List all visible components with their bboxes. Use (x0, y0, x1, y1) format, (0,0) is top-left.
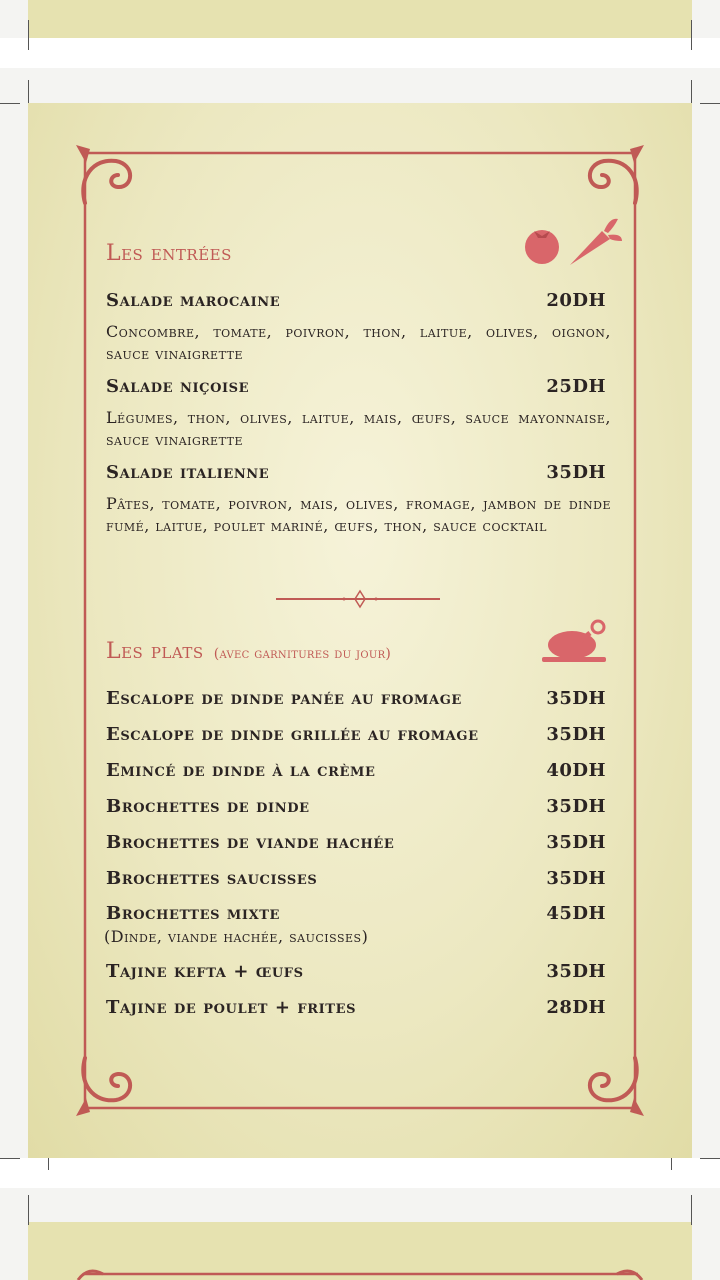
plat-price: 40DH (546, 760, 606, 781)
crop-mark (28, 1195, 29, 1225)
entree-name: Salade italienne (106, 462, 270, 483)
page-gap (0, 1158, 720, 1188)
previous-page-strip (28, 0, 692, 38)
plat-price: 35DH (546, 724, 606, 745)
plat-name: Brochettes mixte (106, 903, 281, 924)
plats-title-text: Les plats (106, 639, 204, 664)
crop-mark (700, 103, 720, 104)
plat-note: (Dinde, viande hachée, saucisses) (104, 927, 369, 946)
next-page-strip (28, 1222, 692, 1280)
plat-price: 35DH (546, 796, 606, 817)
plat-price: 28DH (546, 997, 606, 1018)
crop-mark (691, 1195, 692, 1225)
crop-mark (691, 20, 692, 50)
plat-price: 35DH (546, 961, 606, 982)
entree-name: Salade niçoise (106, 376, 250, 397)
plat-name: Emincé de dinde à la crème (106, 760, 376, 781)
crop-mark (28, 20, 29, 50)
entree-price: 25DH (546, 376, 606, 397)
plat-name: Brochettes de dinde (106, 796, 310, 817)
section-divider (276, 591, 440, 607)
crop-mark (0, 103, 20, 104)
plat-name: Tajine de poulet + frites (106, 997, 357, 1018)
plat-name: Escalope de dinde grillée au fromage (106, 724, 479, 745)
entree-name: Salade marocaine (106, 290, 281, 311)
plats-subtitle: (avec garnitures du jour) (213, 646, 392, 662)
crop-mark (700, 1158, 720, 1159)
plat-name: Brochettes saucisses (106, 868, 318, 889)
entree-price: 20DH (546, 290, 606, 311)
plats-title (106, 639, 391, 664)
entree-price: 35DH (546, 462, 606, 483)
plat-name: Escalope de dinde panée au fromage (106, 688, 462, 709)
entrees-title: Les entrées (106, 241, 232, 266)
plat-price: 35DH (546, 688, 606, 709)
roast-chicken-icon (540, 615, 610, 665)
entree-description: Légumes, thon, olives, laitue, mais, œufs, sauce mayonnaise, sauce vinaigrette (106, 408, 611, 449)
plat-name: Tajine kefta + œufs (106, 961, 304, 982)
plat-price: 35DH (546, 868, 606, 889)
page-gap (0, 38, 720, 68)
entree-description: Concombre, tomate, poivron, thon, laitue, olives, oignon, sauce vinaigrette (106, 322, 611, 363)
plat-price: 45DH (546, 903, 606, 924)
entree-description: Pâtes, tomate, poivron, mais, olives, fromage, jambon de dinde fumé, laitue, poulet mariné, œufs, thon, sauce cocktail (106, 494, 611, 535)
plat-price: 35DH (546, 832, 606, 853)
plat-name: Brochettes de viande hachée (106, 832, 395, 853)
menu-card (28, 103, 692, 1158)
crop-mark (0, 1158, 20, 1159)
carrot-icon (564, 213, 624, 269)
